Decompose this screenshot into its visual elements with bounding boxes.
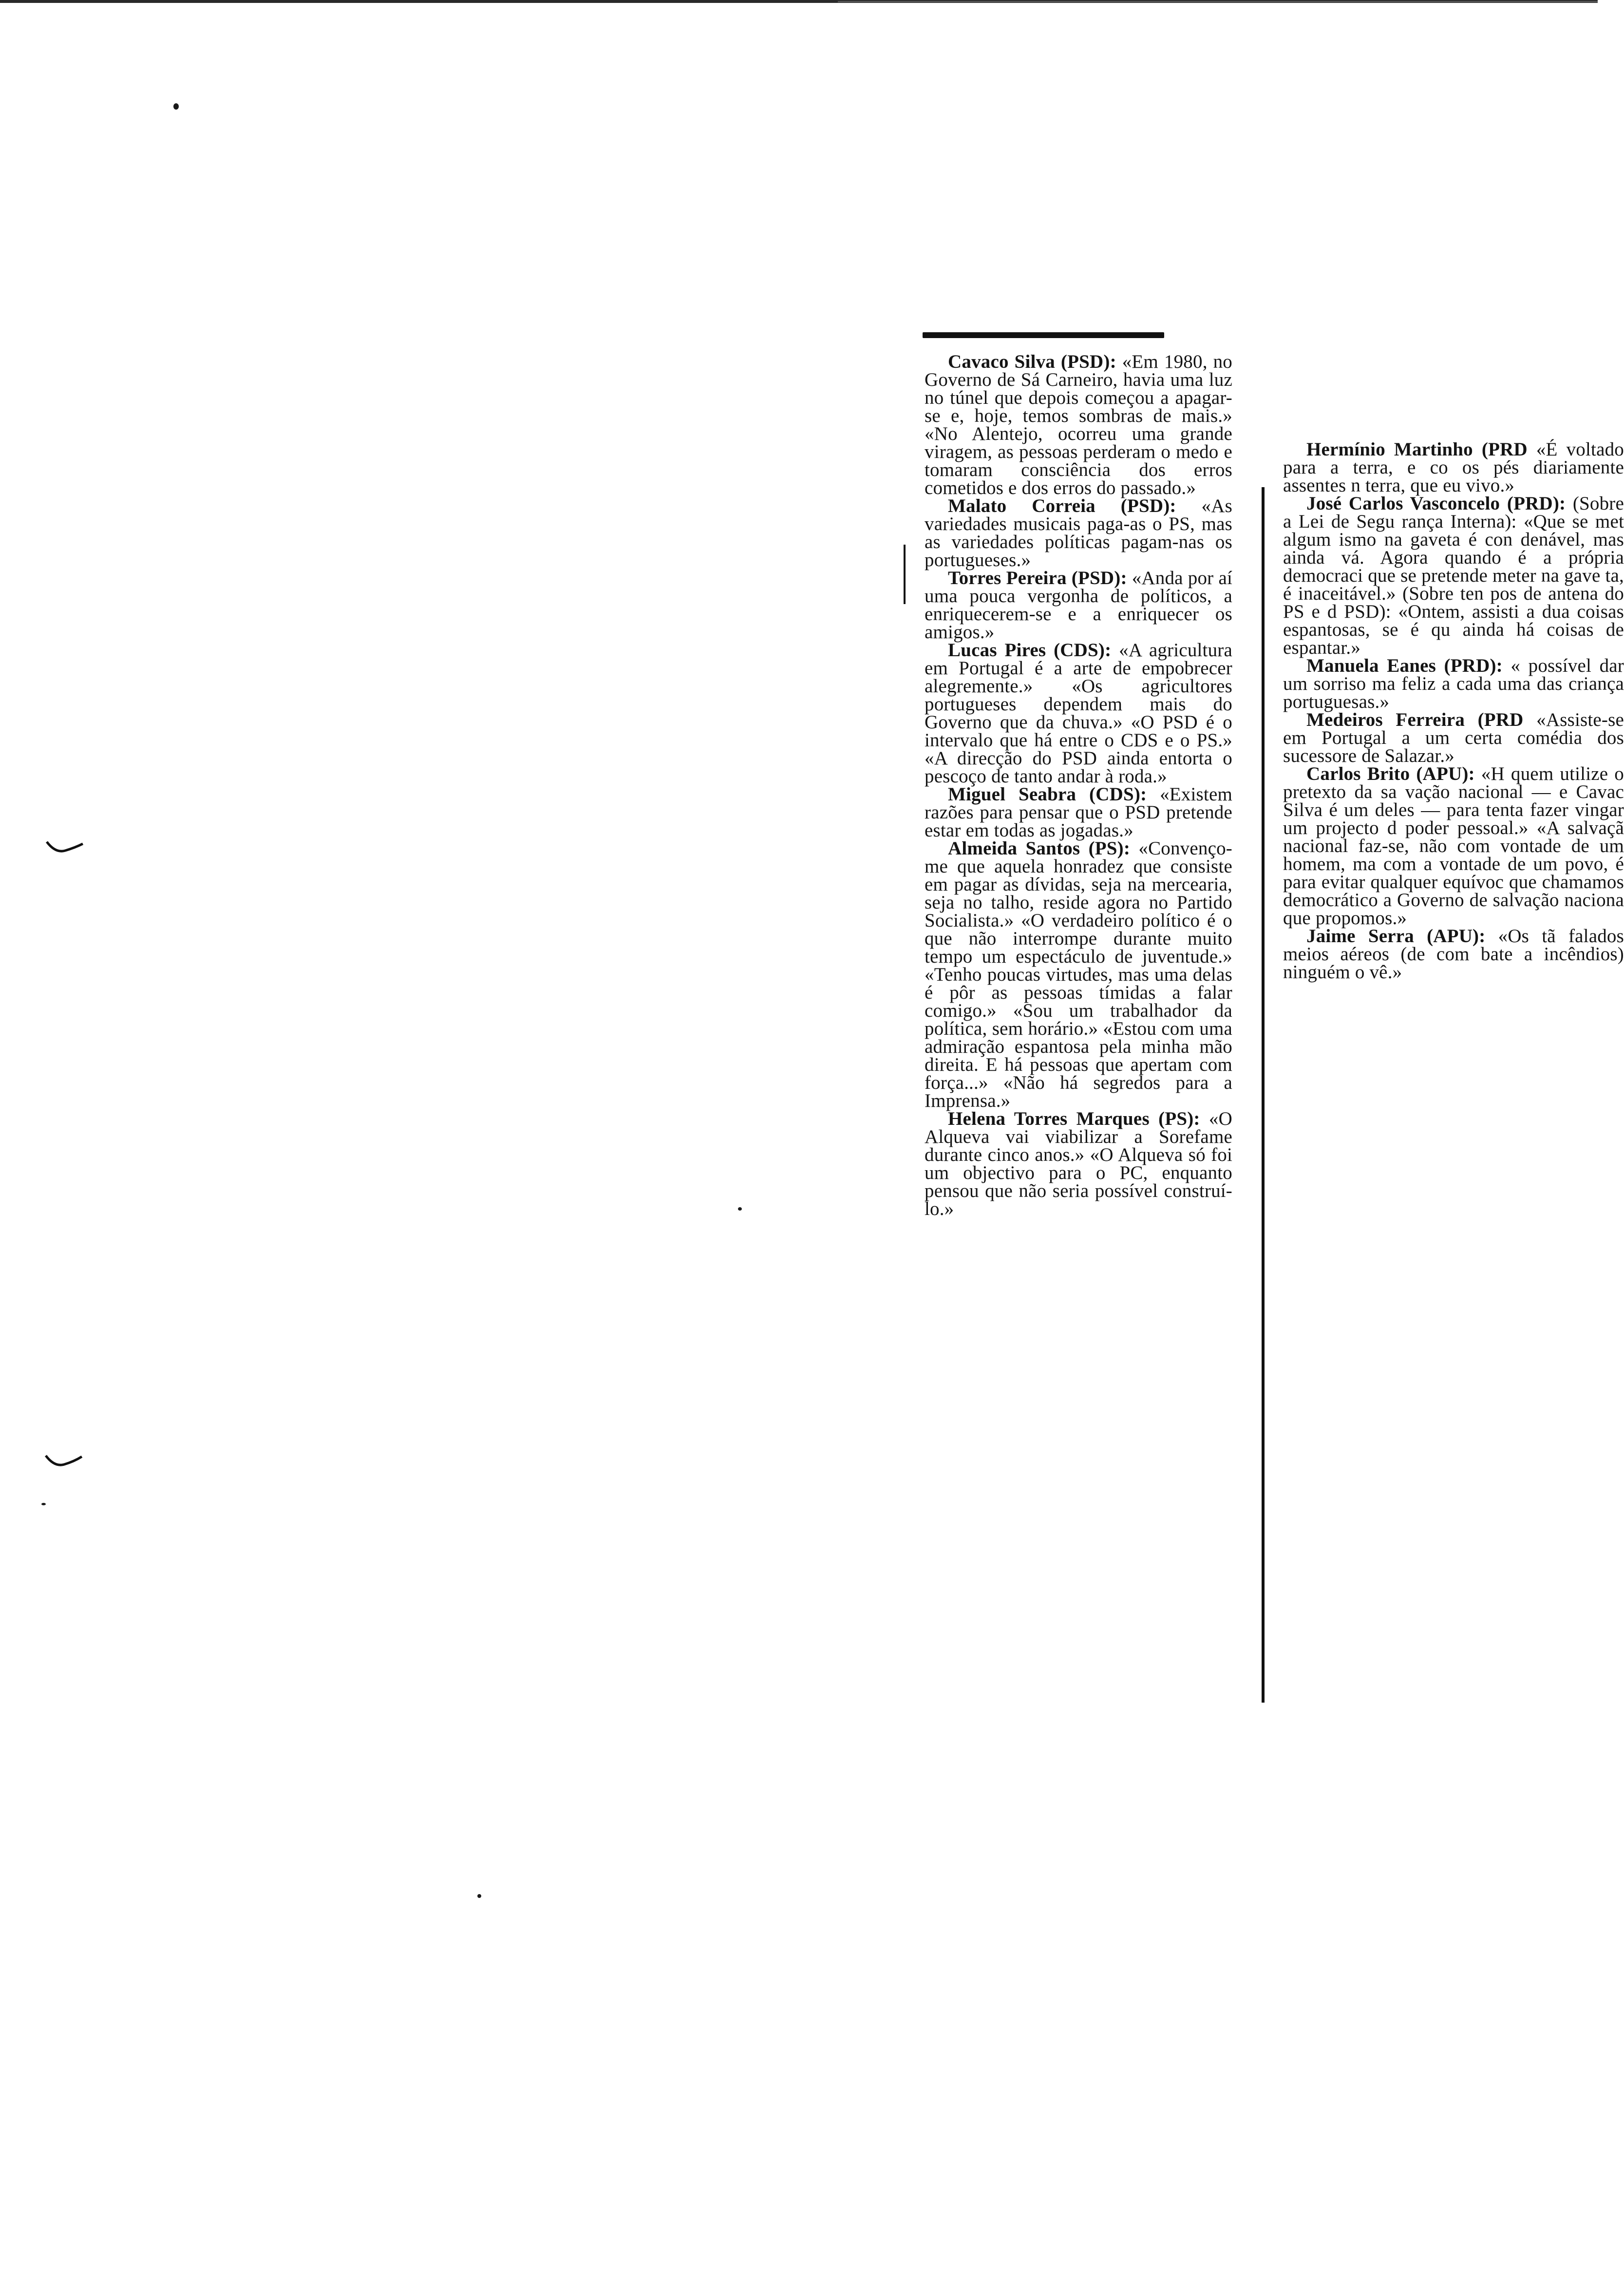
- quote-entry: [925, 641, 1232, 785]
- speaker-name: Malato Correia (PSD):: [948, 495, 1176, 516]
- quote-text: «Convenço-me que aquela honradez que consiste em pagar as dívidas, seja na mercearia, seja no talho, reside agora no Partido Socialista.» «O verdadeiro político é o que não interrompe durante muito tempo um espectáculo de juventude.» «Tenho poucas virtudes, mas uma delas é pôr as pessoas tímidas a falar comigo.» «Sou um trabalhador da política, sem horário.» «Estou com uma admiração espantosa pela minha mão direita. E há pessoas que apertam com força...» «Não há segredos para a Imprensa.»: [925, 838, 1232, 1111]
- quote-entry: [925, 569, 1232, 641]
- column-left: [925, 353, 1232, 1218]
- quote-text: «É voltado para a terra, e co os pés diariamente assentes n terra, que eu vivo.»: [1283, 439, 1624, 496]
- quote-text: «Anda por aí uma pouca vergonha de políticos, a enriquecerem-se e a enriquecer os amigos.»: [925, 568, 1232, 643]
- quote-entry: [1283, 494, 1624, 657]
- speaker-name: Manuela Eanes (PRD):: [1306, 655, 1503, 676]
- quote-entry: [1283, 765, 1624, 927]
- binder-hole-mark-upper: [46, 839, 85, 855]
- ink-speck: [173, 103, 179, 110]
- speaker-name: José Carlos Vasconcelo (PRD):: [1306, 493, 1566, 514]
- quote-text: «Os tã falados meios aéreos (de com bate a incêndios) ninguém o vê.»: [1283, 926, 1624, 983]
- quote-text: «Em 1980, no Governo de Sá Carneiro, havia uma luz no túnel que depois começou a apagar-se e, hoje, temos sombras de mais.» «No Alentejo, ocorreu uma grande viragem, as pessoas perderam o medo e tomaram consciência dos erros cometidos e dos erros do passado.»: [925, 351, 1232, 498]
- quote-text: «Assiste-se em Portugal a um certa comédia dos sucessore de Salazar.»: [1283, 709, 1624, 766]
- speaker-name: Helena Torres Marques (PS):: [948, 1108, 1200, 1129]
- ink-speck: [738, 1207, 742, 1211]
- quote-entry: [925, 353, 1232, 497]
- speaker-name: Carlos Brito (APU):: [1306, 763, 1475, 784]
- quote-entry: [925, 839, 1232, 1110]
- speaker-name: Medeiros Ferreira (PRD: [1306, 709, 1524, 730]
- speaker-name: Almeida Santos (PS):: [948, 838, 1131, 859]
- column-header-bar: [923, 332, 1164, 338]
- quote-text: «As variedades musicais paga-as o PS, mas as variedades políticas pagam-nas os portugueses.»: [925, 495, 1232, 570]
- quote-text: «O Alqueva vai viabilizar a Sorefame durante cinco anos.» «O Alqueva só foi um objectivo para o PC, enquanto pensou que não seria possível construí-lo.»: [925, 1108, 1232, 1219]
- quote-text: «Existem razões para pensar que o PSD pretende estar em todas as jogadas.»: [925, 784, 1232, 841]
- quote-entry: [1283, 657, 1624, 711]
- quote-entry: [925, 497, 1232, 569]
- speaker-name: Miguel Seabra (CDS):: [948, 784, 1147, 805]
- speaker-name: Hermínio Martinho (PRD: [1306, 439, 1528, 460]
- column-left-margin-line: [904, 545, 906, 604]
- quote-entry: [925, 785, 1232, 839]
- speaker-name: Lucas Pires (CDS):: [948, 640, 1112, 661]
- binder-hole-mark-lower: [45, 1453, 84, 1469]
- speaker-name: Torres Pereira (PSD):: [948, 568, 1127, 588]
- column-right: [1283, 440, 1624, 981]
- ink-speck: [41, 1503, 46, 1505]
- quote-entry: [925, 1110, 1232, 1218]
- quote-entry: [1283, 440, 1624, 494]
- column-divider-line: [1262, 487, 1265, 1703]
- quote-text: (Sobre a Lei de Segu rança Interna): «Que se met algum ismo na gaveta é con denável, mas ainda vá. Agora quando é a própria democraci que se pretende meter na gave ta, é inaceitável.» (Sobre ten pos de antena do PS e d PSD): «Ontem, assisti a dua coisas espantosas, se é qu ainda há coisas de espantar.»: [1283, 493, 1624, 658]
- ink-speck: [477, 1894, 481, 1898]
- top-edge-rule-secondary: [838, 1, 1598, 2]
- speaker-name: Jaime Serra (APU):: [1306, 926, 1486, 947]
- quote-text: « possível dar um sorriso ma feliz a cada uma das criança portuguesas.»: [1283, 655, 1624, 712]
- speaker-name: Cavaco Silva (PSD):: [948, 351, 1116, 372]
- quote-entry: [1283, 927, 1624, 981]
- quote-entry: [1283, 711, 1624, 765]
- quote-text: «H quem utilize o pretexto da sa vação nacional — e Cavac Silva é um deles — para tenta fazer vingar um projecto d poder pessoal.» «A salvaçã nacional faz-se, não com vontade de um homem, ma com a vontade de um povo, é para evitar qualquer equívoc que chamamos democrático a Governo de salvação naciona que propomos.»: [1283, 763, 1624, 929]
- quote-text: «A agricultura em Portugal é a arte de empobrecer alegremente.» «Os agricultores portugueses dependem mais do Governo que da chuva.» «O PSD é o intervalo que há entre o CDS e o PS.» «A direcção do PSD ainda entorta o pescoço de tanto andar à roda.»: [925, 640, 1232, 787]
